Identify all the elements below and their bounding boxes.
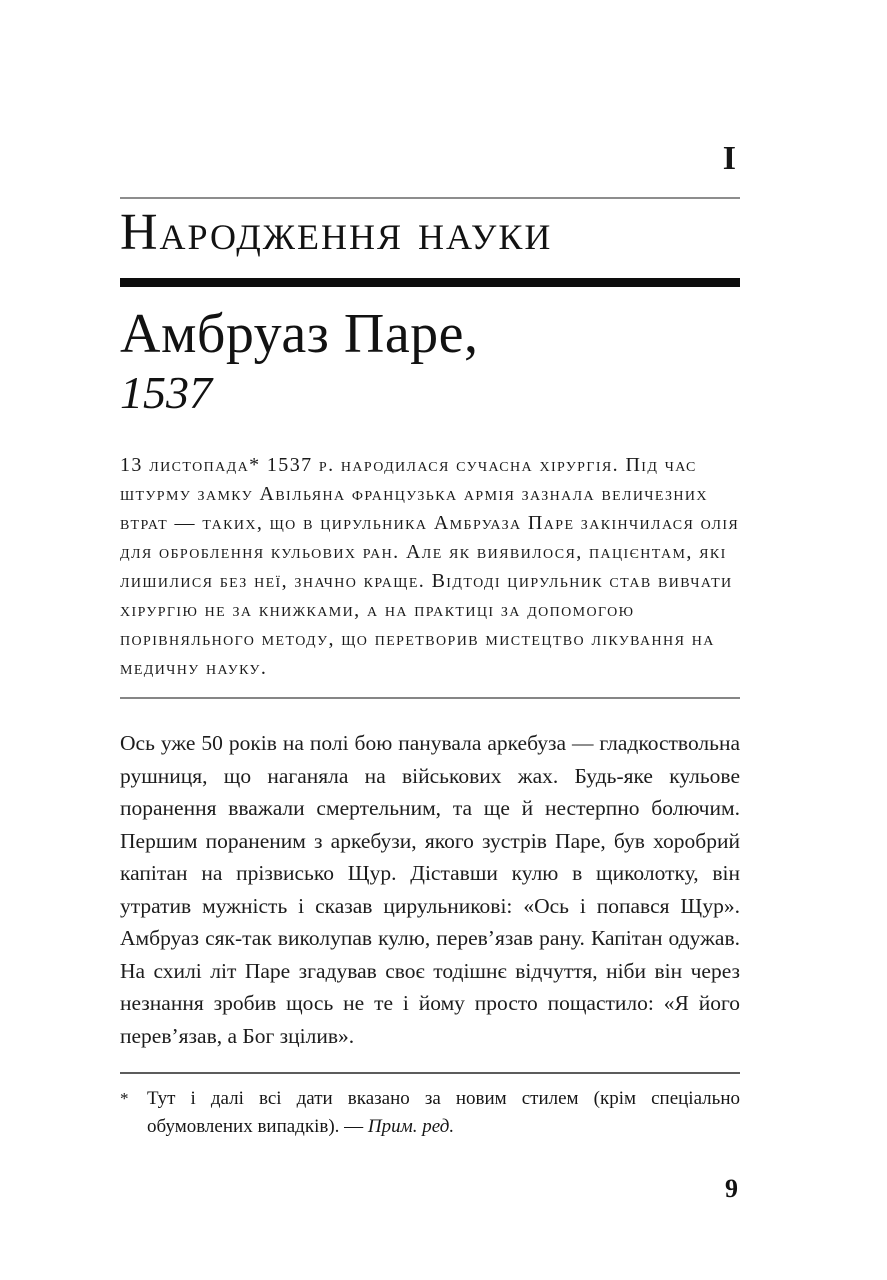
lead-paragraph: 13 листопада* 1537 р. народилася сучасна хірургія. Під час штурму замку Авільяна французька армія зазнала величезних втрат — таких, що в цирульника Амбруаза Паре закінчилася олія для оброблення кульових ран. Але як виявилося, пацієнтам, які лишилися без неї, значно краще. Відтоді цирульник став вивчати хірургію не за книжками, а на практиці за допомогою порівняльного методу, що перетворив мистецтво лікування на медичну науку. bbox=[120, 454, 740, 679]
footnote-body: Тут і далі всі дати вказано за новим стилем (крім спеціально обумовлених випадків). — bbox=[147, 1088, 740, 1137]
section-year: 1537 bbox=[120, 367, 212, 418]
title-underline-rule bbox=[120, 278, 740, 287]
section-heading: Амбруаз Паре, bbox=[120, 303, 479, 365]
footnote-marker: * bbox=[120, 1089, 129, 1108]
chapter-number: I bbox=[722, 140, 737, 177]
section-divider-rule bbox=[120, 697, 740, 699]
header-rule bbox=[120, 197, 740, 199]
footnote-rule bbox=[120, 1072, 740, 1074]
page-number: 9 bbox=[725, 1174, 738, 1203]
body-paragraph: Ось уже 50 років на полі бою панувала аркебуза — гладкоствольна рушниця, що наганяла на військових жах. Будь-яке кульове поранення вважали смертельним, та ще й нестерпно болючим. Першим пораненим з аркебузи, якого зустрів Паре, був хоробрий капітан на прізвисько Щур. Діставши кулю в щиколотку, він утратив мужність і сказав цирульникові: «Ось і попався Щур». Амбруаз сяк-так виколупав кулю, перев’язав рану. Капітан одужав. На схилі літ Паре згадував своє тодішнє відчуття, ніби він через незнання зробив щось не те і йому просто пощастило: «Я його перев’язав, а Бог зцілив». bbox=[120, 731, 740, 1048]
footnote-attribution: Прим. ред. bbox=[367, 1116, 455, 1137]
chapter-title: Народження науки bbox=[120, 204, 553, 261]
footnote-text bbox=[147, 1085, 740, 1141]
footnote-area bbox=[120, 1072, 740, 1141]
footnote bbox=[120, 1085, 740, 1141]
